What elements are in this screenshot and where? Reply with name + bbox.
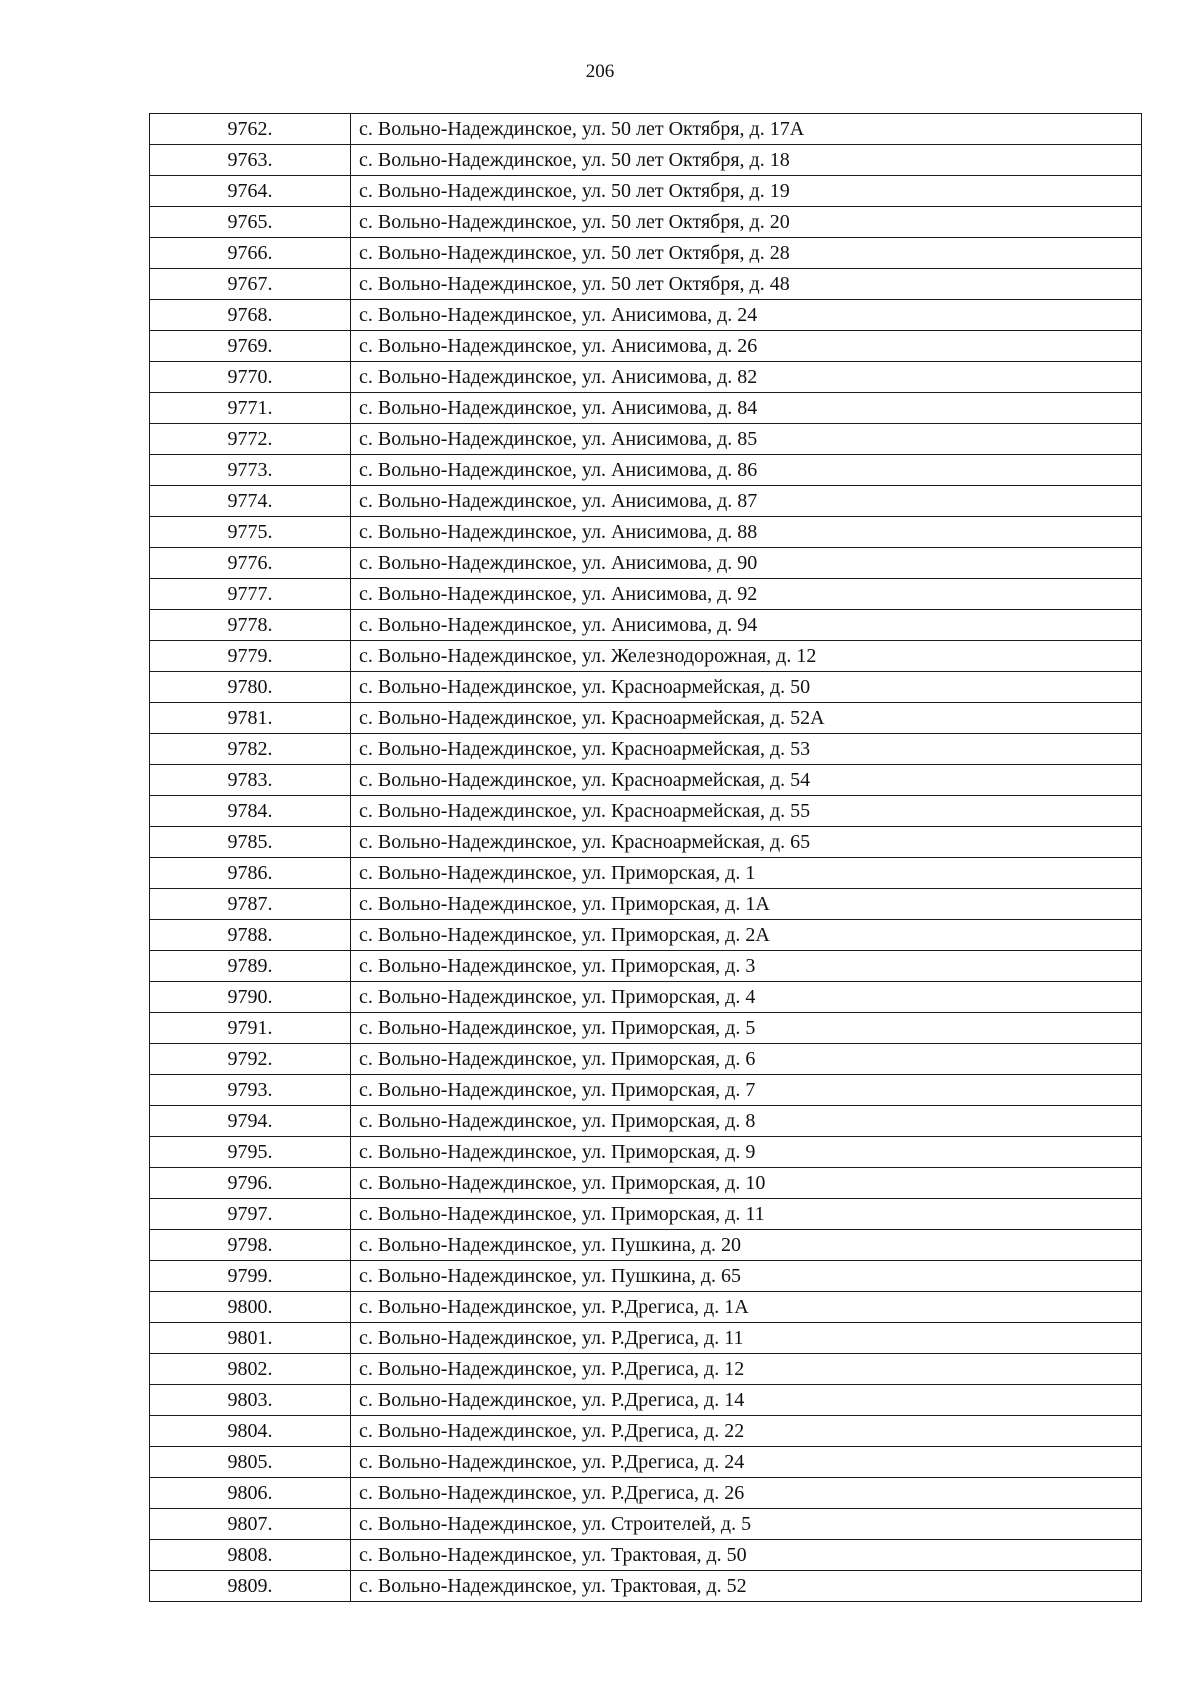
row-number: 9783. [150,765,351,796]
row-address: с. Вольно-Надеждинское, ул. Красноармейская, д. 52А [351,703,1142,734]
table-row [150,207,1142,238]
table-row [150,1571,1142,1602]
table-row [150,920,1142,951]
table-row [150,1447,1142,1478]
row-number: 9781. [150,703,351,734]
row-number: 9768. [150,300,351,331]
page-number: 206 [585,61,615,82]
table-row [150,1230,1142,1261]
row-number: 9779. [150,641,351,672]
row-address: с. Вольно-Надеждинское, ул. Р.Дрегиса, д. 12 [351,1354,1142,1385]
row-number: 9795. [150,1137,351,1168]
table-row [150,548,1142,579]
row-number: 9784. [150,796,351,827]
table-row [150,455,1142,486]
table-row [150,114,1142,145]
row-address: с. Вольно-Надеждинское, ул. Приморская, д. 8 [351,1106,1142,1137]
row-address: с. Вольно-Надеждинское, ул. Приморская, д. 4 [351,982,1142,1013]
row-number: 9803. [150,1385,351,1416]
table-row [150,1013,1142,1044]
table-row [150,1478,1142,1509]
row-number: 9774. [150,486,351,517]
row-number: 9785. [150,827,351,858]
row-address: с. Вольно-Надеждинское, ул. Р.Дрегиса, д. 14 [351,1385,1142,1416]
row-number: 9794. [150,1106,351,1137]
row-number: 9787. [150,889,351,920]
table-row [150,424,1142,455]
row-number: 9769. [150,331,351,362]
row-number: 9801. [150,1323,351,1354]
row-number: 9782. [150,734,351,765]
row-address: с. Вольно-Надеждинское, ул. Анисимова, д. 85 [351,424,1142,455]
row-number: 9798. [150,1230,351,1261]
row-address: с. Вольно-Надеждинское, ул. Анисимова, д. 86 [351,455,1142,486]
row-address: с. Вольно-Надеждинское, ул. Красноармейская, д. 54 [351,765,1142,796]
row-number: 9793. [150,1075,351,1106]
table-row [150,672,1142,703]
row-number: 9797. [150,1199,351,1230]
table-row [150,1261,1142,1292]
row-address: с. Вольно-Надеждинское, ул. Р.Дрегиса, д. 26 [351,1478,1142,1509]
row-address: с. Вольно-Надеждинское, ул. Красноармейская, д. 50 [351,672,1142,703]
row-number: 9767. [150,269,351,300]
row-address: с. Вольно-Надеждинское, ул. Анисимова, д. 88 [351,517,1142,548]
row-number: 9780. [150,672,351,703]
row-number: 9791. [150,1013,351,1044]
table-row [150,1292,1142,1323]
table-row [150,982,1142,1013]
row-address: с. Вольно-Надеждинское, ул. Трактовая, д. 50 [351,1540,1142,1571]
row-number: 9772. [150,424,351,455]
row-address: с. Вольно-Надеждинское, ул. Пушкина, д. 20 [351,1230,1142,1261]
table-row [150,1044,1142,1075]
row-number: 9804. [150,1416,351,1447]
address-table-body [150,114,1142,1602]
row-address: с. Вольно-Надеждинское, ул. Анисимова, д. 87 [351,486,1142,517]
row-number: 9808. [150,1540,351,1571]
row-address: с. Вольно-Надеждинское, ул. 50 лет Октября, д. 20 [351,207,1142,238]
table-row [150,1385,1142,1416]
row-address: с. Вольно-Надеждинское, ул. 50 лет Октября, д. 28 [351,238,1142,269]
table-row [150,1540,1142,1571]
row-number: 9802. [150,1354,351,1385]
table-row [150,1106,1142,1137]
table-row [150,1416,1142,1447]
row-number: 9770. [150,362,351,393]
table-row [150,827,1142,858]
row-address: с. Вольно-Надеждинское, ул. 50 лет Октября, д. 17А [351,114,1142,145]
row-address: с. Вольно-Надеждинское, ул. Красноармейская, д. 53 [351,734,1142,765]
row-number: 9766. [150,238,351,269]
table-row [150,1354,1142,1385]
row-number: 9765. [150,207,351,238]
row-number: 9789. [150,951,351,982]
row-number: 9790. [150,982,351,1013]
row-address: с. Вольно-Надеждинское, ул. Приморская, д. 11 [351,1199,1142,1230]
row-address: с. Вольно-Надеждинское, ул. Трактовая, д. 52 [351,1571,1142,1602]
table-row [150,734,1142,765]
row-number: 9762. [150,114,351,145]
row-number: 9796. [150,1168,351,1199]
row-address: с. Вольно-Надеждинское, ул. Р.Дрегиса, д. 11 [351,1323,1142,1354]
row-address: с. Вольно-Надеждинское, ул. Красноармейская, д. 55 [351,796,1142,827]
table-row [150,1168,1142,1199]
row-number: 9806. [150,1478,351,1509]
table-row [150,641,1142,672]
table-row [150,1509,1142,1540]
table-row [150,238,1142,269]
row-address: с. Вольно-Надеждинское, ул. Анисимова, д. 94 [351,610,1142,641]
row-number: 9778. [150,610,351,641]
table-row [150,765,1142,796]
table-row [150,889,1142,920]
row-number: 9799. [150,1261,351,1292]
row-number: 9807. [150,1509,351,1540]
row-number: 9777. [150,579,351,610]
table-row [150,362,1142,393]
row-address: с. Вольно-Надеждинское, ул. Приморская, д. 9 [351,1137,1142,1168]
table-row [150,1075,1142,1106]
row-address: с. Вольно-Надеждинское, ул. Приморская, д. 1А [351,889,1142,920]
row-number: 9763. [150,145,351,176]
address-table [149,113,1142,1602]
row-address: с. Вольно-Надеждинское, ул. Приморская, д. 10 [351,1168,1142,1199]
table-row [150,517,1142,548]
row-address: с. Вольно-Надеждинское, ул. Приморская, д. 3 [351,951,1142,982]
row-address: с. Вольно-Надеждинское, ул. 50 лет Октября, д. 18 [351,145,1142,176]
table-row [150,1137,1142,1168]
row-address: с. Вольно-Надеждинское, ул. 50 лет Октября, д. 19 [351,176,1142,207]
row-address: с. Вольно-Надеждинское, ул. Анисимова, д. 24 [351,300,1142,331]
row-address: с. Вольно-Надеждинское, ул. Приморская, д. 5 [351,1013,1142,1044]
table-row [150,269,1142,300]
row-address: с. Вольно-Надеждинское, ул. Р.Дрегиса, д. 24 [351,1447,1142,1478]
table-row [150,176,1142,207]
row-address: с. Вольно-Надеждинское, ул. Р.Дрегиса, д. 22 [351,1416,1142,1447]
row-number: 9800. [150,1292,351,1323]
table-row [150,145,1142,176]
table-row [150,610,1142,641]
row-address: с. Вольно-Надеждинское, ул. Р.Дрегиса, д. 1А [351,1292,1142,1323]
table-row [150,951,1142,982]
row-number: 9773. [150,455,351,486]
row-number: 9805. [150,1447,351,1478]
table-row [150,796,1142,827]
table-row [150,486,1142,517]
row-number: 9771. [150,393,351,424]
table-row [150,331,1142,362]
table-row [150,858,1142,889]
table-row [150,1323,1142,1354]
row-address: с. Вольно-Надеждинское, ул. 50 лет Октября, д. 48 [351,269,1142,300]
row-address: с. Вольно-Надеждинское, ул. Приморская, д. 7 [351,1075,1142,1106]
table-row [150,393,1142,424]
row-address: с. Вольно-Надеждинское, ул. Пушкина, д. 65 [351,1261,1142,1292]
row-number: 9764. [150,176,351,207]
table-row [150,703,1142,734]
row-address: с. Вольно-Надеждинское, ул. Строителей, д. 5 [351,1509,1142,1540]
table-row [150,1199,1142,1230]
row-address: с. Вольно-Надеждинское, ул. Анисимова, д. 92 [351,579,1142,610]
row-address: с. Вольно-Надеждинское, ул. Железнодорожная, д. 12 [351,641,1142,672]
row-address: с. Вольно-Надеждинское, ул. Красноармейская, д. 65 [351,827,1142,858]
table-row [150,300,1142,331]
row-number: 9786. [150,858,351,889]
row-number: 9775. [150,517,351,548]
row-address: с. Вольно-Надеждинское, ул. Анисимова, д. 84 [351,393,1142,424]
row-number: 9809. [150,1571,351,1602]
row-address: с. Вольно-Надеждинское, ул. Приморская, д. 6 [351,1044,1142,1075]
row-number: 9788. [150,920,351,951]
row-address: с. Вольно-Надеждинское, ул. Приморская, д. 2А [351,920,1142,951]
row-number: 9776. [150,548,351,579]
row-address: с. Вольно-Надеждинское, ул. Анисимова, д. 90 [351,548,1142,579]
row-address: с. Вольно-Надеждинское, ул. Анисимова, д. 82 [351,362,1142,393]
table-row [150,579,1142,610]
row-address: с. Вольно-Надеждинское, ул. Анисимова, д. 26 [351,331,1142,362]
row-number: 9792. [150,1044,351,1075]
row-address: с. Вольно-Надеждинское, ул. Приморская, д. 1 [351,858,1142,889]
